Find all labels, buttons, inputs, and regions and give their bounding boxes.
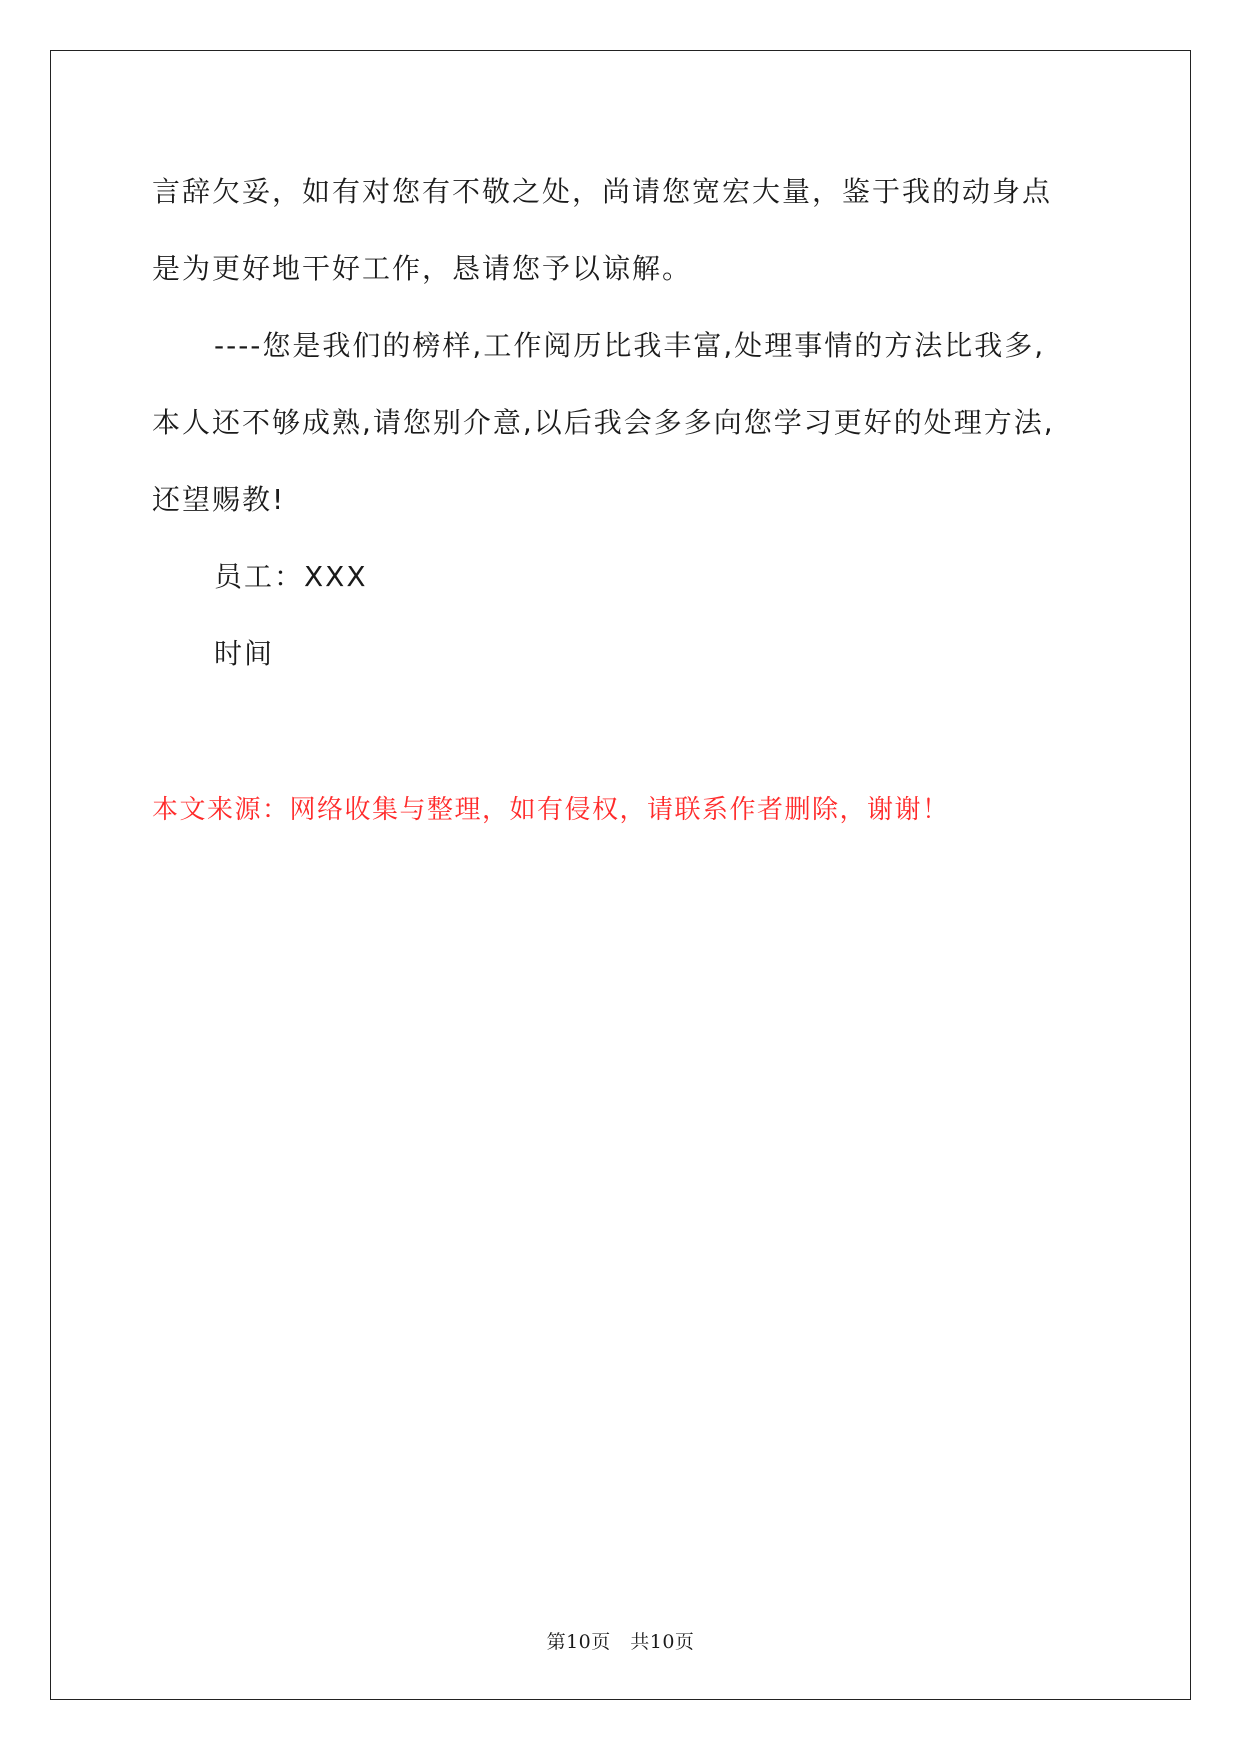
- body-line-4: 本人还不够成熟,请您别介意,以后我会多多向您学习更好的处理方法,: [152, 406, 1055, 439]
- page-frame: [50, 50, 1191, 1700]
- signature-time: 时间: [214, 637, 275, 670]
- body-line-5: 还望赐教!: [152, 483, 286, 516]
- body-line-3: ----您是我们的榜样,工作阅历比我丰富,处理事情的方法比我多,: [214, 329, 1046, 362]
- body-line-1: 言辞欠妥，如有对您有不敬之处，尚请您宽宏大量，鉴于我的动身点: [152, 175, 1053, 208]
- signature-employee: 员工：XXX: [214, 560, 368, 593]
- page-indicator: 第10页 共10页: [546, 1631, 695, 1653]
- source-note: 本文来源：网络收集与整理，如有侵权，请联系作者删除，谢谢！: [152, 795, 950, 825]
- body-line-2: 是为更好地干好工作，恳请您予以谅解。: [152, 252, 693, 285]
